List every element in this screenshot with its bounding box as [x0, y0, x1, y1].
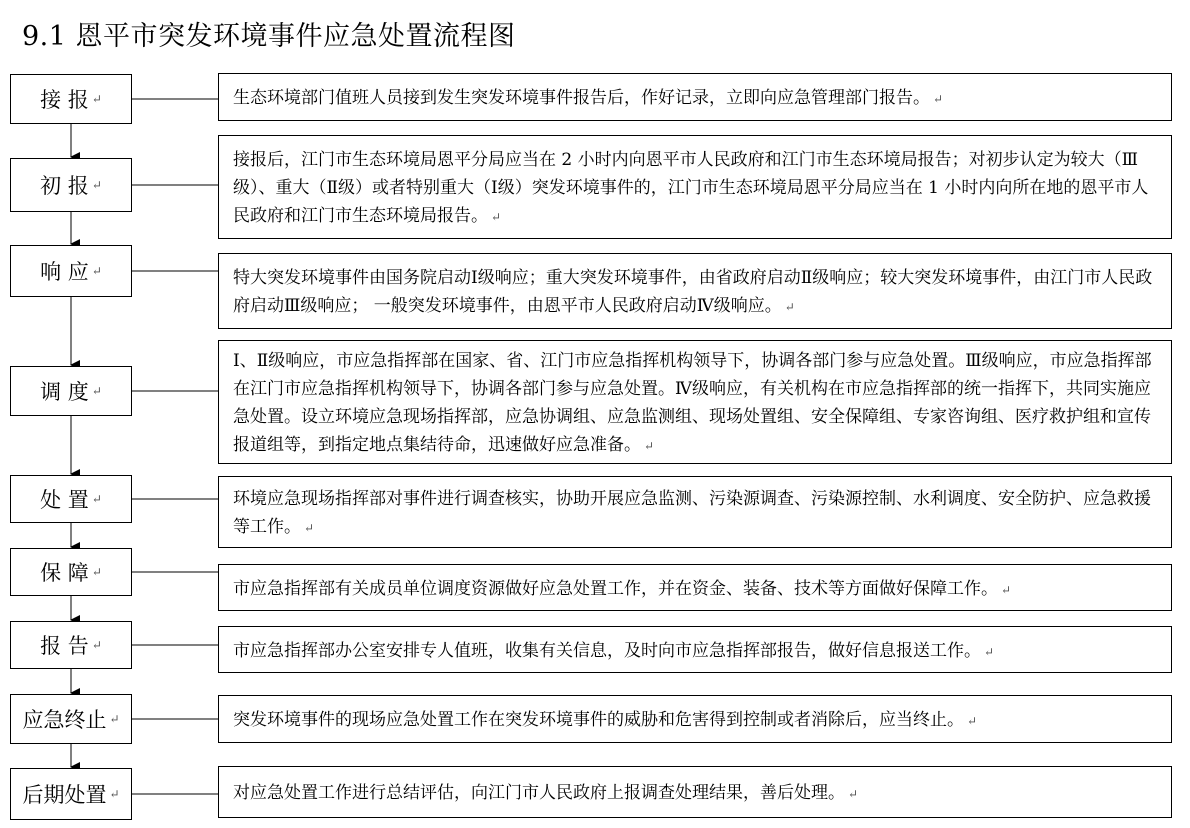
step-description [233, 347, 1161, 460]
step-description-text: 市应急指挥部办公室安排专人值班，收集有关信息，及时向市应急指挥部报告，做好信息报送工作。 [233, 640, 981, 661]
step-label: 调 度 [40, 380, 89, 404]
step-description-text: 对应急处置工作进行总结评估，向江门市人民政府上报调查处理结果，善后处理。 [233, 783, 845, 803]
step-label: 接 报 [40, 88, 89, 112]
step-description-text: 特大突发环境事件由国务院启动Ⅰ级响应；重大突发环境事件，由省政府启动Ⅱ级响应；较大突发环境事件，由江门市人民政府启动Ⅲ级响应； 一般突发环境事件，由恩平市人民政府启动Ⅳ级响应。 [233, 268, 1153, 316]
paragraph-mark-icon: ↵ [109, 712, 120, 726]
step-description-text: Ⅰ、Ⅱ级响应，市应急指挥部在国家、省、江门市应急指挥机构领导下，协调各部门参与应急处置。Ⅲ级响应，市应急指挥部在江门市应急指挥机构领导下，协调各部门参与应急处置。Ⅳ级响应，有关机构在市应急指挥部的统一指挥下，共同实施应急处置。设立环境应急现场指挥部，应急协调组、应急监测组、现场处置组、安全保障组、专家咨询组、医疗救护组和宣传报道组等，到指定地点集结待命，迅速做好应急准备。 [233, 351, 1152, 455]
step-label: 后期处置 [22, 783, 107, 807]
step-description-text: 接报后，江门市生态环境局恩平分局应当在 2 小时内向恩平市人民政府和江门市生态环境局报告；对初步认定为较大（Ⅲ级）、重大（Ⅱ级）或者特别重大（Ⅰ级）突发环境事件的，江门市生态环境局恩平分局应当在 1 小时内向所在地的恩平市人民政府和江门市生态环境局报告。 [233, 150, 1149, 226]
step-description [233, 146, 1161, 231]
step-label: 处 置 [40, 488, 89, 512]
paragraph-mark-icon: ↵ [91, 384, 102, 398]
paragraph-mark-icon: ↵ [91, 178, 102, 192]
step-box [10, 158, 132, 212]
paragraph-mark-icon: ↵ [967, 714, 978, 728]
step-description [233, 264, 1161, 321]
step-description [233, 706, 977, 735]
step-description-box [218, 766, 1172, 818]
paragraph-mark-icon: ↵ [304, 521, 315, 535]
step-description-box [218, 135, 1172, 239]
paragraph-mark-icon: ↵ [91, 565, 102, 579]
step-description-text: 市应急指挥部有关成员单位调度资源做好应急处置工作，并在资金、装备、技术等方面做好保障工作。 [233, 578, 998, 599]
step-label: 响 应 [40, 260, 89, 284]
step-box [10, 245, 132, 297]
step-description-text: 环境应急现场指挥部对事件进行调查核实，协助开展应急监测、污染源调查、污染源控制、水利调度、安全防护、应急救援等工作。 [233, 489, 1151, 537]
paragraph-mark-icon: ↵ [644, 439, 655, 453]
step-box [10, 366, 132, 416]
step-description-box [218, 73, 1172, 121]
step-description-box [218, 695, 1172, 743]
step-box [10, 694, 132, 744]
step-description-box [218, 340, 1172, 464]
step-description [233, 84, 943, 113]
paragraph-mark-icon: ↵ [109, 787, 120, 801]
step-description [233, 637, 994, 666]
paragraph-mark-icon: ↵ [91, 264, 102, 278]
paragraph-mark-icon: ↵ [1001, 582, 1012, 597]
step-description-box [218, 626, 1172, 673]
step-description [233, 575, 1011, 604]
step-description-box [218, 564, 1172, 611]
step-label: 保 障 [40, 561, 89, 585]
step-box [10, 548, 132, 596]
step-description-text: 生态环境部门值班人员接到发生突发环境事件报告后，作好记录，立即向应急管理部门报告。 [233, 88, 930, 108]
paragraph-mark-icon: ↵ [491, 210, 502, 224]
paragraph-mark-icon: ↵ [91, 492, 102, 506]
step-description-text: 突发环境事件的现场应急处置工作在突发环境事件的威胁和危害得到控制或者消除后，应当终止。 [233, 710, 964, 730]
paragraph-mark-icon: ↵ [848, 787, 859, 801]
step-box [10, 74, 132, 124]
step-description-box [218, 253, 1172, 329]
step-description [233, 779, 858, 808]
step-label: 初 报 [40, 174, 89, 198]
paragraph-mark-icon: ↵ [91, 638, 102, 652]
paragraph-mark-icon: ↵ [91, 92, 102, 106]
step-label: 应急终止 [22, 708, 107, 732]
step-box [10, 768, 132, 820]
paragraph-mark-icon: ↵ [984, 644, 995, 659]
step-description [233, 485, 1161, 542]
paragraph-mark-icon: ↵ [933, 92, 944, 106]
step-box [10, 475, 132, 523]
paragraph-mark-icon: ↵ [784, 300, 795, 314]
step-description-box [218, 476, 1172, 548]
step-label: 报 告 [40, 634, 89, 658]
step-box [10, 621, 132, 669]
page-title: 9.1 恩平市突发环境事件应急处置流程图 [22, 21, 516, 52]
